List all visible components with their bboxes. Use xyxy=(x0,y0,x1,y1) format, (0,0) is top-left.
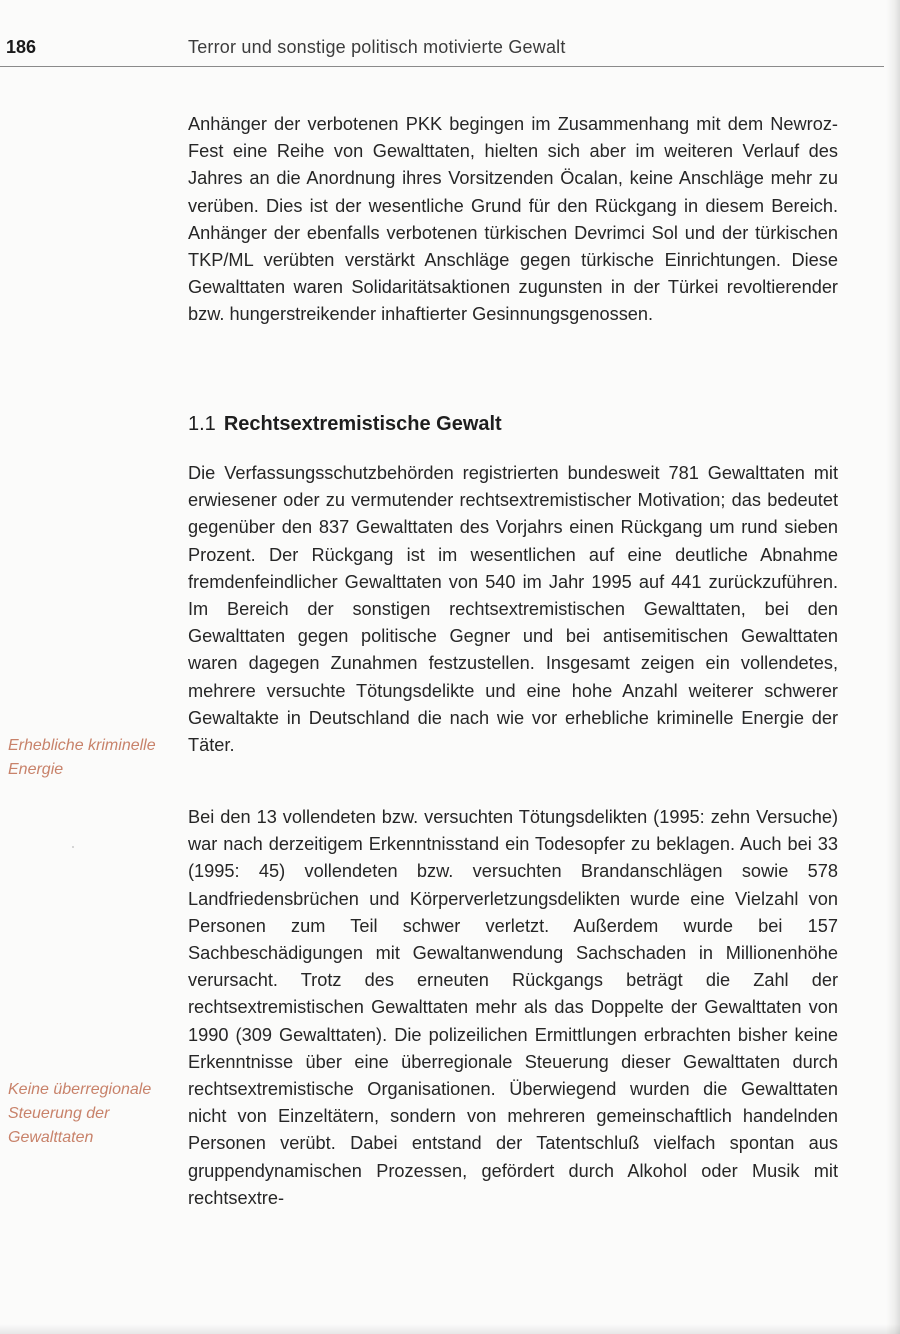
page-number: 186 xyxy=(6,37,37,57)
margin-note-steering: Keine überregionale Steuerung der Gewalttaten xyxy=(8,1081,152,1146)
intro-paragraph: Anhänger der verbotenen PKK begingen im Zusammenhang mit dem Newroz-Fest eine Reihe von Gewalttaten, hielten sich aber im weiteren Verlauf des Jahres an die Anordnung ihres Vorsitzenden Öcalan, keine Anschläge mehr zu verüben. Dies ist der wesentliche Grund für den Rückgang in diesem Bereich. Anhänger der ebenfalls verbotenen türkischen Devrimci Sol und der türkischen TKP/ML verübten verstärkt Anschläge gegen türkische Einrichtungen. Diese Gewalttaten waren Solidaritätsaktionen zugunsten in der Türkei revoltierender bzw. hungerstreikender inhaftierter Gesinnungsgenossen. xyxy=(188,114,838,325)
section-title: Rechtsextremistische Gewalt xyxy=(223,413,502,435)
section-paragraph-1: Die Verfassungsschutzbehörden registrierten bundesweit 781 Gewalttaten mit erwiesener oder zu vermutender rechtsextremistischer Motivation; das bedeutet gegenüber den 837 Gewalttaten des Vorjahrs einen Rückgang um rund sieben Prozent. Der Rückgang ist im wesentlichen auf eine deutliche Abnahme fremdenfeindlicher Gewalttaten von 540 im Jahr 1995 auf 441 zurückzuführen. Im Bereich der sonstigen rechtsextremistischen Gewalttaten, bei den Gewalttaten gegen politische Gegner und bei antisemitischen Gewalttaten waren dagegen Zunahmen festzustellen. Insgesamt zeigen ein vollendetes, mehrere versuchte Tötungsdelikte und eine hohe Anzahl weiterer schwerer Gewaltakte in Deutschland die nach wie vor erhebliche kriminelle Energie der Täter. xyxy=(188,463,838,756)
scan-speck xyxy=(72,846,74,848)
scan-shadow-bottom xyxy=(0,1324,900,1334)
scan-shadow-right xyxy=(886,0,900,1334)
section-paragraph-2: Bei den 13 vollendeten bzw. versuchten Tötungsdelikten (1995: zehn Versuche) war nach derzeitigem Erkenntnisstand ein Todesopfer zu beklagen. Auch bei 33 (1995: 45) vollendeten bzw. versuchten Brandanschlägen sowie 578 Landfriedensbrüchen und Körperverletzungsdelikten wurde eine Vielzahl von Personen zum Teil schwer verletzt. Außerdem wurde bei 157 Sachbeschädigungen mit Gewaltanwendung Sachschaden in Millionenhöhe verursacht. Trotz des erneuten Rückgangs beträgt die Zahl der rechtsextremistischen Gewalttaten mehr als das Doppelte der Gewalttaten von 1990 (309 Gewalttaten). Die polizeilichen Ermittlungen erbrachten bisher keine Erkenntnisse über eine überregionale Steuerung dieser Gewalttaten durch rechtsextremistische Organisationen. Überwiegend wurden die Gewalttaten nicht von Einzeltätern, sondern von mehreren gemeinschaftlich handelnden Personen verübt. Dabei entstand der Tatentschluß vielfach spontan aus gruppendynamischen Prozessen, gefördert durch Alkohol oder Musik mit rechtsextre- xyxy=(188,807,838,1208)
header-rule xyxy=(0,66,884,67)
section-heading xyxy=(188,413,502,436)
section-number: 1.1 xyxy=(188,413,216,435)
running-head: Terror und sonstige politisch motivierte Gewalt xyxy=(188,37,566,57)
margin-note-energy: Erhebliche kriminelle Energie xyxy=(8,737,156,778)
